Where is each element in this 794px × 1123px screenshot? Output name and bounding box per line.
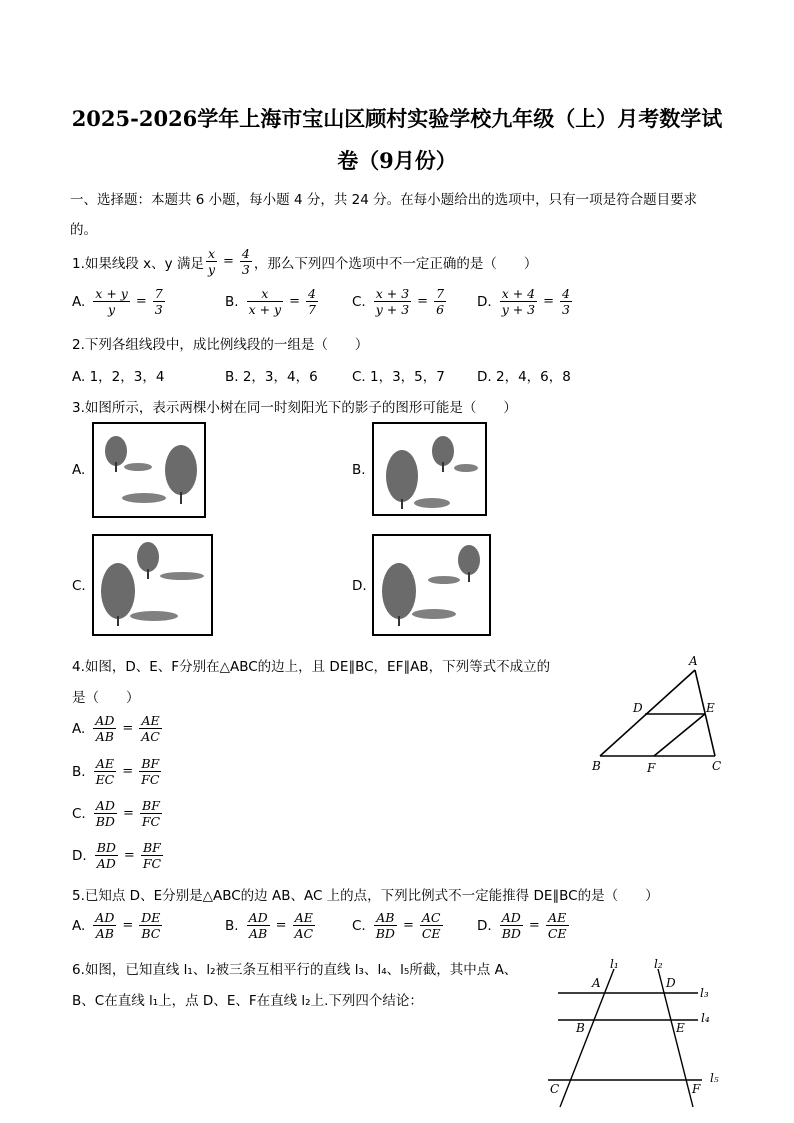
small-tree (458, 545, 480, 582)
point-label-c: C (712, 759, 722, 773)
q3-option-b-figure[interactable] (372, 422, 487, 516)
option-rhs-fraction: $\frac{DE}{BC}$ (141, 910, 161, 941)
option-rhs-fraction: $\frac{BF}{FC}$ (141, 798, 161, 829)
q4-option-b[interactable]: B. $\frac{AE}{EC}$ = $\frac{BF}{FC}$ (72, 756, 160, 787)
option-label: B. (225, 293, 239, 310)
option-lhs-fraction: $\frac{x + 4}{y + 3}$ (501, 286, 536, 317)
q5-option-b[interactable]: B. $\frac{AD}{AB}$ = $\frac{AE}{AC}$ (225, 910, 314, 941)
tree-shadow (454, 464, 478, 472)
tree-shadow (122, 493, 166, 503)
line-label-l2: l₂ (654, 957, 663, 971)
q2-option-c[interactable]: C. 1，3，5，7 (352, 369, 445, 385)
exam-title-line1: 2025-2026学年上海市宝山区顾村实验学校九年级（上）月考数学试 (71, 106, 723, 131)
q1-option-b[interactable]: B. $\frac{x}{x + y}$ = $\frac{4}{7}$ (225, 286, 316, 317)
option-rhs-fraction: $\frac{AE}{AC}$ (294, 910, 314, 941)
q1-stem: 1.如果线段 x、y 满足 $\frac{x}{y}$ = $\frac{4}{3}$ ，那么下列四个选项中不一定正确的是（ ） (72, 246, 538, 277)
q2-option-b[interactable]: B. 2，3，4，6 (225, 369, 318, 385)
q4-stem: 4.如图，D、E、F分别在△ABC的边上，且 DE∥BC，EF∥AB，下列等式不成立的 (72, 659, 551, 675)
option-label: C. (352, 917, 366, 934)
large-tree (386, 450, 418, 509)
option-label: B. (225, 917, 239, 934)
option-rhs-fraction: $\frac{BF}{FC}$ (141, 756, 160, 787)
option-lhs-fraction: $\frac{AD}{AB}$ (95, 910, 115, 941)
q4-triangle-figure (585, 650, 730, 780)
q3-option-c-label[interactable]: C. (72, 578, 86, 594)
q1-cond-rhs: $\frac{4}{3}$ (241, 246, 250, 277)
q3-stem: 3.如图所示，表示两棵小树在同一时刻阳光下的影子的图形可能是（ ） (72, 400, 517, 416)
q1-option-c[interactable]: C. $\frac{x + 3}{y + 3}$ = $\frac{7}{6}$ (352, 286, 445, 317)
trees-figure-b (374, 424, 485, 514)
option-lhs-fraction: $\frac{x + y}{y}$ (95, 286, 128, 317)
q6-parallel-lines-figure (540, 955, 730, 1115)
option-label: B. (72, 763, 86, 780)
q3-option-c-figure[interactable] (92, 534, 213, 636)
q6-stem: 6.如图，已知直线 l₁、l₂被三条互相平行的直线 l₃、l₄、l₅所截，其中点 A、 (72, 962, 518, 978)
option-lhs-fraction: $\frac{AD}{BD}$ (501, 910, 521, 941)
option-rhs-fraction: $\frac{AE}{AC}$ (141, 713, 160, 744)
point-label-b: B (592, 759, 601, 773)
segment-ef (654, 714, 705, 756)
option-label: C. (72, 805, 86, 822)
option-lhs-fraction: $\frac{AD}{AB}$ (248, 910, 268, 941)
q1-option-a[interactable]: A. $\frac{x + y}{y}$ = $\frac{7}{3}$ (72, 286, 163, 317)
q4-option-d[interactable]: D. $\frac{BD}{AD}$ = $\frac{BF}{FC}$ (72, 840, 162, 871)
q5-option-a[interactable]: A. $\frac{AD}{AB}$ = $\frac{DE}{BC}$ (72, 910, 161, 941)
option-lhs-fraction: $\frac{AD}{AB}$ (95, 713, 115, 744)
point-label-f: F (692, 1082, 701, 1096)
q2-option-a[interactable]: A. 1，2，3，4 (72, 369, 165, 385)
tree-shadow (130, 611, 178, 621)
q4-option-a[interactable]: A. $\frac{AD}{AB}$ = $\frac{AE}{AC}$ (72, 713, 160, 744)
q2-stem: 2.下列各组线段中，成比例线段的一组是（ ） (72, 337, 369, 353)
small-tree (105, 436, 127, 472)
option-lhs-fraction: $\frac{AE}{EC}$ (95, 756, 115, 787)
q1-cond-fraction: $\frac{x}{y}$ (207, 246, 216, 277)
q3-option-d-label[interactable]: D. (352, 578, 367, 594)
q5-option-d[interactable]: D. $\frac{AD}{BD}$ = $\frac{AE}{CE}$ (477, 910, 567, 941)
q4-stem-cont: 是（ ） (72, 690, 140, 706)
tree-shadow (412, 609, 456, 619)
line-l1 (560, 969, 614, 1107)
q2-option-d[interactable]: D. 2，4，6，8 (477, 369, 571, 385)
line-label-l5: l₅ (710, 1071, 719, 1085)
tree-shadow (160, 572, 204, 580)
q3-option-b-label[interactable]: B. (352, 462, 366, 478)
q5-stem: 5.已知点 D、E分别是△ABC的边 AB、AC 上的点，下列比例式不一定能推得 DE∥BC的是（ ） (72, 888, 659, 904)
large-tree (165, 445, 197, 504)
side-ab (600, 670, 695, 756)
point-label-c: C (550, 1082, 560, 1096)
q3-option-d-figure[interactable] (372, 534, 491, 636)
tree-shadow (414, 498, 450, 508)
option-lhs-fraction: $\frac{BD}{AD}$ (96, 840, 116, 871)
point-label-e: E (676, 1021, 685, 1035)
point-label-e: E (706, 701, 715, 715)
large-tree (382, 563, 416, 626)
option-lhs-fraction: $\frac{x}{x + y}$ (248, 286, 282, 317)
option-label: A. (72, 720, 86, 737)
option-rhs-fraction: $\frac{AC}{CE}$ (421, 910, 441, 941)
option-label: A. (72, 917, 86, 934)
q3-option-a-label[interactable]: A. (72, 462, 86, 478)
option-lhs-fraction: $\frac{x + 3}{y + 3}$ (375, 286, 410, 317)
point-label-b: B (576, 1021, 585, 1035)
point-label-f: F (647, 761, 656, 775)
option-rhs-fraction: $\frac{BF}{FC}$ (142, 840, 162, 871)
point-label-d: D (633, 701, 643, 715)
q3-option-a-figure[interactable] (92, 422, 206, 518)
small-tree (432, 436, 454, 472)
option-lhs-fraction: $\frac{AB}{BD}$ (375, 910, 395, 941)
q1-option-d[interactable]: D. $\frac{x + 4}{y + 3}$ = $\frac{4}{3}$ (477, 286, 570, 317)
tree-shadow (124, 463, 152, 471)
line-label-l1: l₁ (610, 957, 619, 971)
point-label-d: D (666, 976, 676, 990)
option-label: A. (72, 293, 86, 310)
line-label-l4: l₄ (701, 1011, 710, 1025)
option-rhs-fraction: $\frac{AE}{CE}$ (547, 910, 567, 941)
option-label: D. (72, 847, 87, 864)
option-rhs-fraction: $\frac{4}{3}$ (562, 286, 570, 317)
line-label-l3: l₃ (700, 986, 709, 1000)
option-label: C. (352, 293, 366, 310)
point-label-a: A (592, 976, 601, 990)
section-instructions-cont: 的。 (70, 222, 97, 238)
trees-figure-c (94, 536, 211, 634)
option-lhs-fraction: $\frac{AD}{BD}$ (95, 798, 115, 829)
q4-option-c[interactable]: C. $\frac{AD}{BD}$ = $\frac{BF}{FC}$ (72, 798, 161, 829)
option-label: D. (477, 917, 492, 934)
point-label-a: A (689, 654, 698, 668)
q6-stem-cont: B、C在直线 l₁上，点 D、E、F在直线 l₂上.下列四个结论： (72, 993, 423, 1009)
option-rhs-fraction: $\frac{7}{3}$ (154, 286, 163, 317)
option-rhs-fraction: $\frac{4}{7}$ (308, 286, 316, 317)
large-tree (101, 563, 135, 626)
exam-title-line2: 卷（9月份） (337, 148, 457, 173)
q5-option-c[interactable]: C. $\frac{AB}{BD}$ = $\frac{AC}{CE}$ (352, 910, 441, 941)
tree-shadow (428, 576, 460, 584)
option-label: D. (477, 293, 492, 310)
q1-stem-pre: 1.如果线段 x、y 满足 (72, 255, 204, 272)
small-tree (137, 542, 159, 579)
section-instructions: 一、选择题：本题共 6 小题，每小题 4 分，共 24 分。在每小题给出的选项中，只有一项是符合题目要求 (70, 192, 698, 208)
q1-stem-post: ，那么下列四个选项中不一定正确的是（ ） (253, 255, 538, 272)
option-rhs-fraction: $\frac{7}{6}$ (436, 286, 445, 317)
trees-figure-a (94, 424, 204, 516)
trees-figure-d (374, 536, 489, 634)
